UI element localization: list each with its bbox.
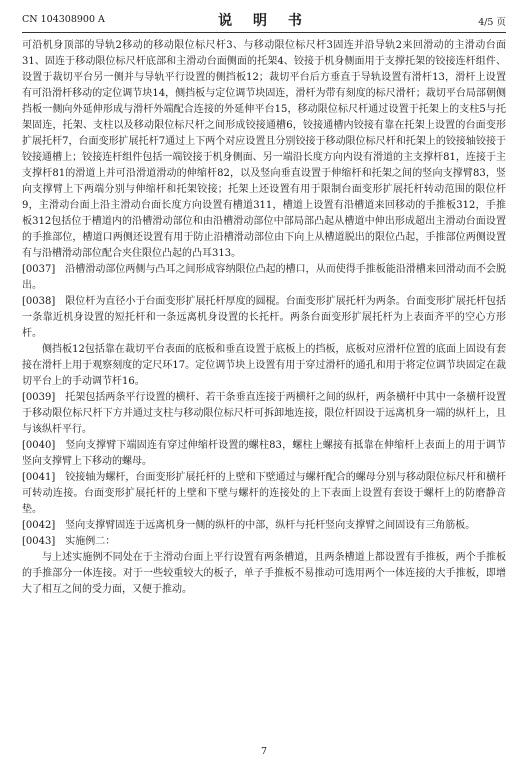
section-heading: 实施例二： [65,536,116,547]
page-indicator: 4/5 页 [478,17,506,28]
paragraph [22,390,506,438]
paragraph [22,262,506,294]
paragraph [22,38,506,262]
paragraph-text: 竖向支撑臂固连于远离机身一侧的纵杆的中部，纵杆与托杆竖向支撑臂之间固设有三角筋板。 [65,520,476,531]
paragraph-number: [0038] [22,296,56,307]
page-number: 7 [260,746,268,757]
paragraph-number: [0041] [22,472,56,483]
paragraph [22,294,506,342]
paragraph-number: [0043] [22,536,56,547]
paragraph [22,534,506,550]
paragraph-text: 侧挡板12包括靠在裁切平台表面的底板和垂直设置于底板上的挡板，底板对应滑杆位置的底面上固设有套接在滑杆上用于观察刻度的定尺环17。定位调节块上设置有用于穿过滑杆的通孔和用于将定位调节块固定在裁切平台上的手动调节杆16。 [22,344,506,387]
paragraph-number: [0042] [22,520,56,531]
document-title: 说 明 书 [218,13,310,29]
paragraph-number: [0039] [22,392,56,403]
header-divider [22,32,506,33]
paragraph-text: 铰接轴为螺杆，台面变形扩展托杆的上壁和下壁通过与螺杆配合的螺母分别与移动限位标尺杆和横杆可转动连接。台面变形扩展托杆的上壁和下壁与螺杆的连接处的上下表面上设置有套设于螺杆上的防磨静音垫。 [22,472,506,515]
page-header [22,9,506,31]
paragraph [22,550,506,598]
paragraph [22,342,506,390]
paragraph [22,470,506,518]
paragraph [22,518,506,534]
paragraph-number: [0037] [22,264,56,275]
paragraph-text: 竖向支撑臂下端固连有穿过伸缩杆设置的螺柱83，螺柱上螺接有抵靠在伸缩杆上表面上的用于调节竖向支撑臂上下移动的螺母。 [22,440,506,467]
paragraph-text: 与上述实施例不同处在于主滑动台面上平行设置有两条槽道，且两条槽道上都设置有手推板，两个手推板的手推部分一体连接。对于一些较重较大的板子，单子手推板不易推动可选用两个一体连接的大手推板，即增大了相互之间的受力面，又便于推动。 [22,552,506,595]
paragraph-number: [0040] [22,440,56,451]
paragraph-text: 托架包括两条平行设置的横杆、若干条垂直连接于两横杆之间的纵杆，两条横杆中其中一条横杆设置于移动限位标尺杆下方并通过支柱与移动限位标尺杆可拆卸地连接，限位杆固设于远离机身一端的纵杆上，且与该纵杆平行。 [22,392,506,435]
paragraph-text: 限位杆为直径小于台面变形扩展托杆厚度的圆棍。台面变形扩展托杆为两条。台面变形扩展托杆包括一条靠近机身设置的短托杆和一条远离机身设置的长托杆。两条台面变形扩展托杆为上表面齐平的空心方形杆。 [22,296,506,339]
patent-number: CN 104308900 A [22,14,105,25]
document-body [22,38,506,598]
paragraph-text: 可沿机身顶部的导轨2移动的移动限位标尺杆3、与移动限位标尺杆3固连并沿导轨2来回滑动的主滑动台面31、固连于移动限位标尺杆底部和主滑动台面侧面的托架4、铰接于机身侧面用于支撑托架的铰接连杆组件、设置于裁切平台另一侧并与导轨平行设置的侧挡板12；裁切平台后方垂直于导轨设置有滑杆13，滑杆上设置有可沿滑杆移动的定位调节块14，侧挡板与定位调节块固连，滑杆为带有刻度的标尺滑杆；裁切平台局部朝侧挡板一侧向外延伸形成与滑杆外端配合连接的外延伸平台15，移动限位标尺杆通过设置于托架上的支柱5与托架固连，托架、支柱以及移动限位标尺杆之间形成铰接通槽6，铰接通槽内铰接有靠在托架上设置的台面变形扩展托杆7，台面变形扩展托杆7通过上下两个对应设置且分别铰接于移动限位标尺杆和托架上的铰接轴铰接于铰接通槽上；铰接连杆组件包括一端铰接于机身侧面、另一端沿长度方向内设有滑道的主支撑杆81，连接于主支撑杆81的滑道上并可沿滑道滑动的伸缩杆82，以及竖向垂直设置于伸缩杆和托架之间的竖向支撑臂83，竖向支撑臂上下两端分别与伸缩杆和托架铰接；托架上还设置有用于限制台面变形扩展托杆转动范围的限位杆9，主滑动台面上沿主滑动台面长度方向设置有槽道311，槽道上设置有沿槽道来回移动的手推板312，手推板312包括位于槽道内的沿槽滑动部位和由沿槽滑动部位中部局部凸起从槽道中伸出形成超出主滑动台面设置的手推部位，槽道口两侧还设置有用于防止沿槽滑动部位由下向上从槽道脱出的限位凸起，手推部位两侧设置有与沿槽滑动部位配合夹住限位凸起的凸耳313。 [22,40,506,259]
paragraph-text: 沿槽滑动部位两侧与凸耳之间形成容纳限位凸起的槽口，从而使得手推板能沿滑槽来回滑动而不会脱出。 [22,264,506,291]
paragraph [22,438,506,470]
